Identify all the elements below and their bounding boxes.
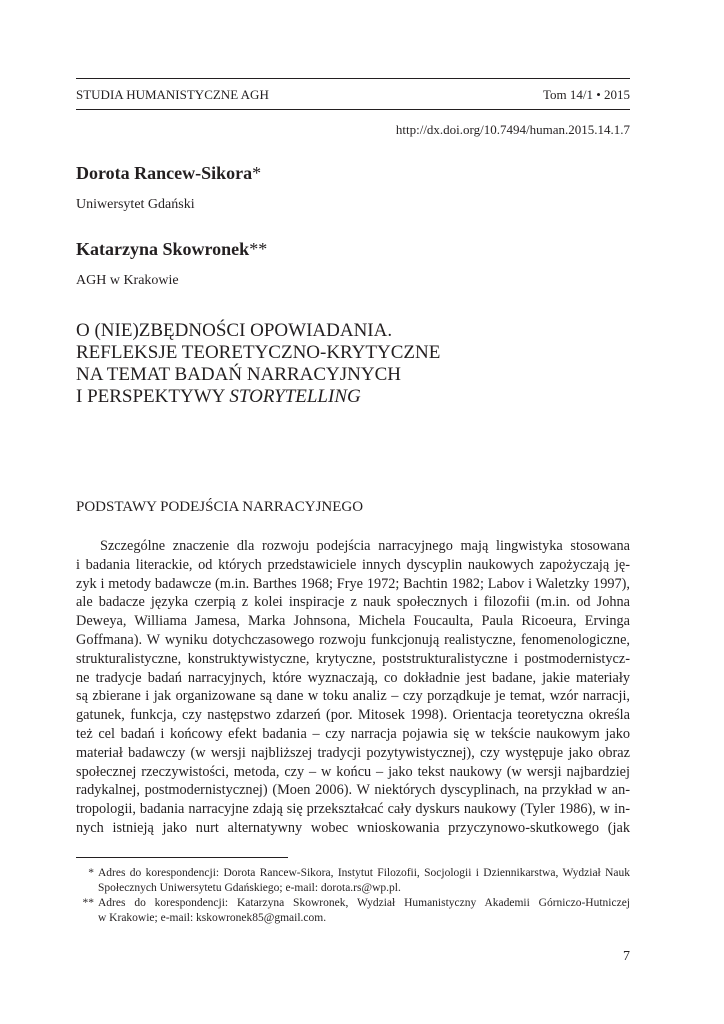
body-line: ne tradycje badań narracyjnych, które wyznaczają, co dokładnie jest badane, jakie materiały — [76, 669, 630, 686]
author-2-footnote-mark: ** — [249, 239, 268, 259]
footnotes — [76, 866, 630, 926]
title-line-4-prefix: I PERSPEKTYWY — [76, 386, 230, 407]
body-line: zyk i metody badawcze (m.in. Barthes 1968; Frye 1972; Bachtin 1982; Labov i Waletzky 1997), — [76, 575, 630, 592]
body-line: Szczególne znaczenie dla rozwoju podejścia narracyjnego mają lingwistyka stosowana — [100, 538, 630, 554]
title-line-2: REFLEKSJE TEORETYCZNO-KRYTYCZNE — [76, 342, 441, 363]
footnote-2 — [76, 896, 630, 926]
section-heading: PODSTAWY PODEJŚCIA NARRACYJNEGO — [76, 499, 364, 515]
title-line-1: O (NIE)ZBĘDNOŚCI OPOWIADANIA. — [76, 320, 393, 341]
volume-info: Tom 14/1 • 2015 — [542, 87, 630, 102]
footnote-separator — [76, 857, 288, 858]
body-line: strukturalistyczne, konstruktywistyczne, krytyczne, poststrukturalistyczne i postmodernistycz- — [76, 650, 630, 667]
body-line: Goffmana). W wyniku dotychczasowego rozwoju funkcjonują realistyczne, fenomenologiczne, — [76, 631, 630, 648]
journal-name: STUDIA HUMANISTYCZNE AGH — [76, 87, 269, 102]
title-line-4 — [76, 386, 630, 408]
body-line: materiał badawczy (w wersji najbliższej tradycji pozytywistycznej), czy występuje jako obraz — [76, 744, 630, 761]
title-italic-term: STORYTELLING — [229, 386, 361, 407]
footnote-1 — [76, 866, 630, 896]
body-line: gatunek, funkcja, czy następstwo zdarzeń (por. Mitosek 1998). Orientacja teoretyczna określa — [76, 707, 630, 724]
footnote-1-mark: * — [88, 867, 94, 879]
header-top-rule — [76, 78, 630, 79]
author-affiliation-2: AGH w Krakowie — [76, 273, 179, 288]
author-1-footnote-mark: * — [252, 163, 262, 183]
author-2-name: Katarzyna Skowronek — [76, 239, 250, 259]
footnote-2-mark: ** — [82, 897, 94, 909]
title-line-3: NA TEMAT BADAŃ NARRACYJNYCH — [76, 364, 401, 385]
doi-link[interactable]: http://dx.doi.org/10.7494/human.2015.14.1.7 — [395, 122, 630, 137]
article-title — [76, 320, 630, 408]
header-bottom-rule — [76, 109, 630, 110]
author-affiliation-1: Uniwersytet Gdański — [76, 197, 195, 212]
body-line: ale badacze języka czerpią z kolei inspiracje z nauk społecznych i filozofii (m.in. od Johna — [76, 594, 630, 611]
footnote-line: Społecznych Uniwersytetu Gdańskiego; e-mail: dorota.rs@wp.pl. — [98, 882, 401, 894]
body-line: też cel badań i końcowy efekt badania – czy narracja pojawia się w tekście naukowym jako — [76, 725, 630, 742]
author-name-2 — [76, 238, 267, 260]
author-1-name: Dorota Rancew-Sikora — [76, 163, 253, 183]
body-line: Deweya, Williama Jamesa, Marka Johnsona, Michela Foucaulta, Paula Ricoeura, Ervinga — [76, 613, 630, 630]
body-paragraph — [76, 537, 630, 838]
author-name-1 — [76, 162, 261, 184]
footnote-line: Adres do korespondencji: Dorota Rancew-Sikora, Instytut Filozofii, Socjologii i Dziennikarstwa, Wydział Nauk — [98, 867, 630, 879]
body-line: nych istnieją jako nurt alternatywny wobec wnioskowania przyczynowo-skutkowego (jak — [76, 819, 630, 836]
body-line: tropologii, badania narracyjne zdają się przekształcać cały dyskurs naukowy (Tyler 1986), w in- — [76, 801, 630, 818]
body-line: radykalnej, postmodernistycznej) (Moen 2006). W niektórych dyscyplinach, na przykład w an- — [76, 782, 630, 799]
running-header — [76, 86, 630, 103]
page-number: 7 — [623, 949, 630, 964]
body-line: społecznej rzeczywistości, metoda, czy – w końcu – jako tekst naukowy (w wersji najbardziej — [76, 763, 630, 780]
footnote-line: Adres do korespondencji: Katarzyna Skowronek, Wydział Humanistyczny Akademii Górniczo-Hutniczej — [98, 897, 630, 909]
body-line: są zbierane i jak organizowane są dane w toku analiz – czy porządkuje je temat, wzór narracji, — [76, 688, 630, 705]
body-line: i badania literackie, od których przedstawiciele innych dyscyplin naukowych zapożyczają ję- — [76, 556, 630, 573]
footnote-line: w Krakowie; e-mail: kskowronek85@gmail.com. — [98, 912, 327, 924]
